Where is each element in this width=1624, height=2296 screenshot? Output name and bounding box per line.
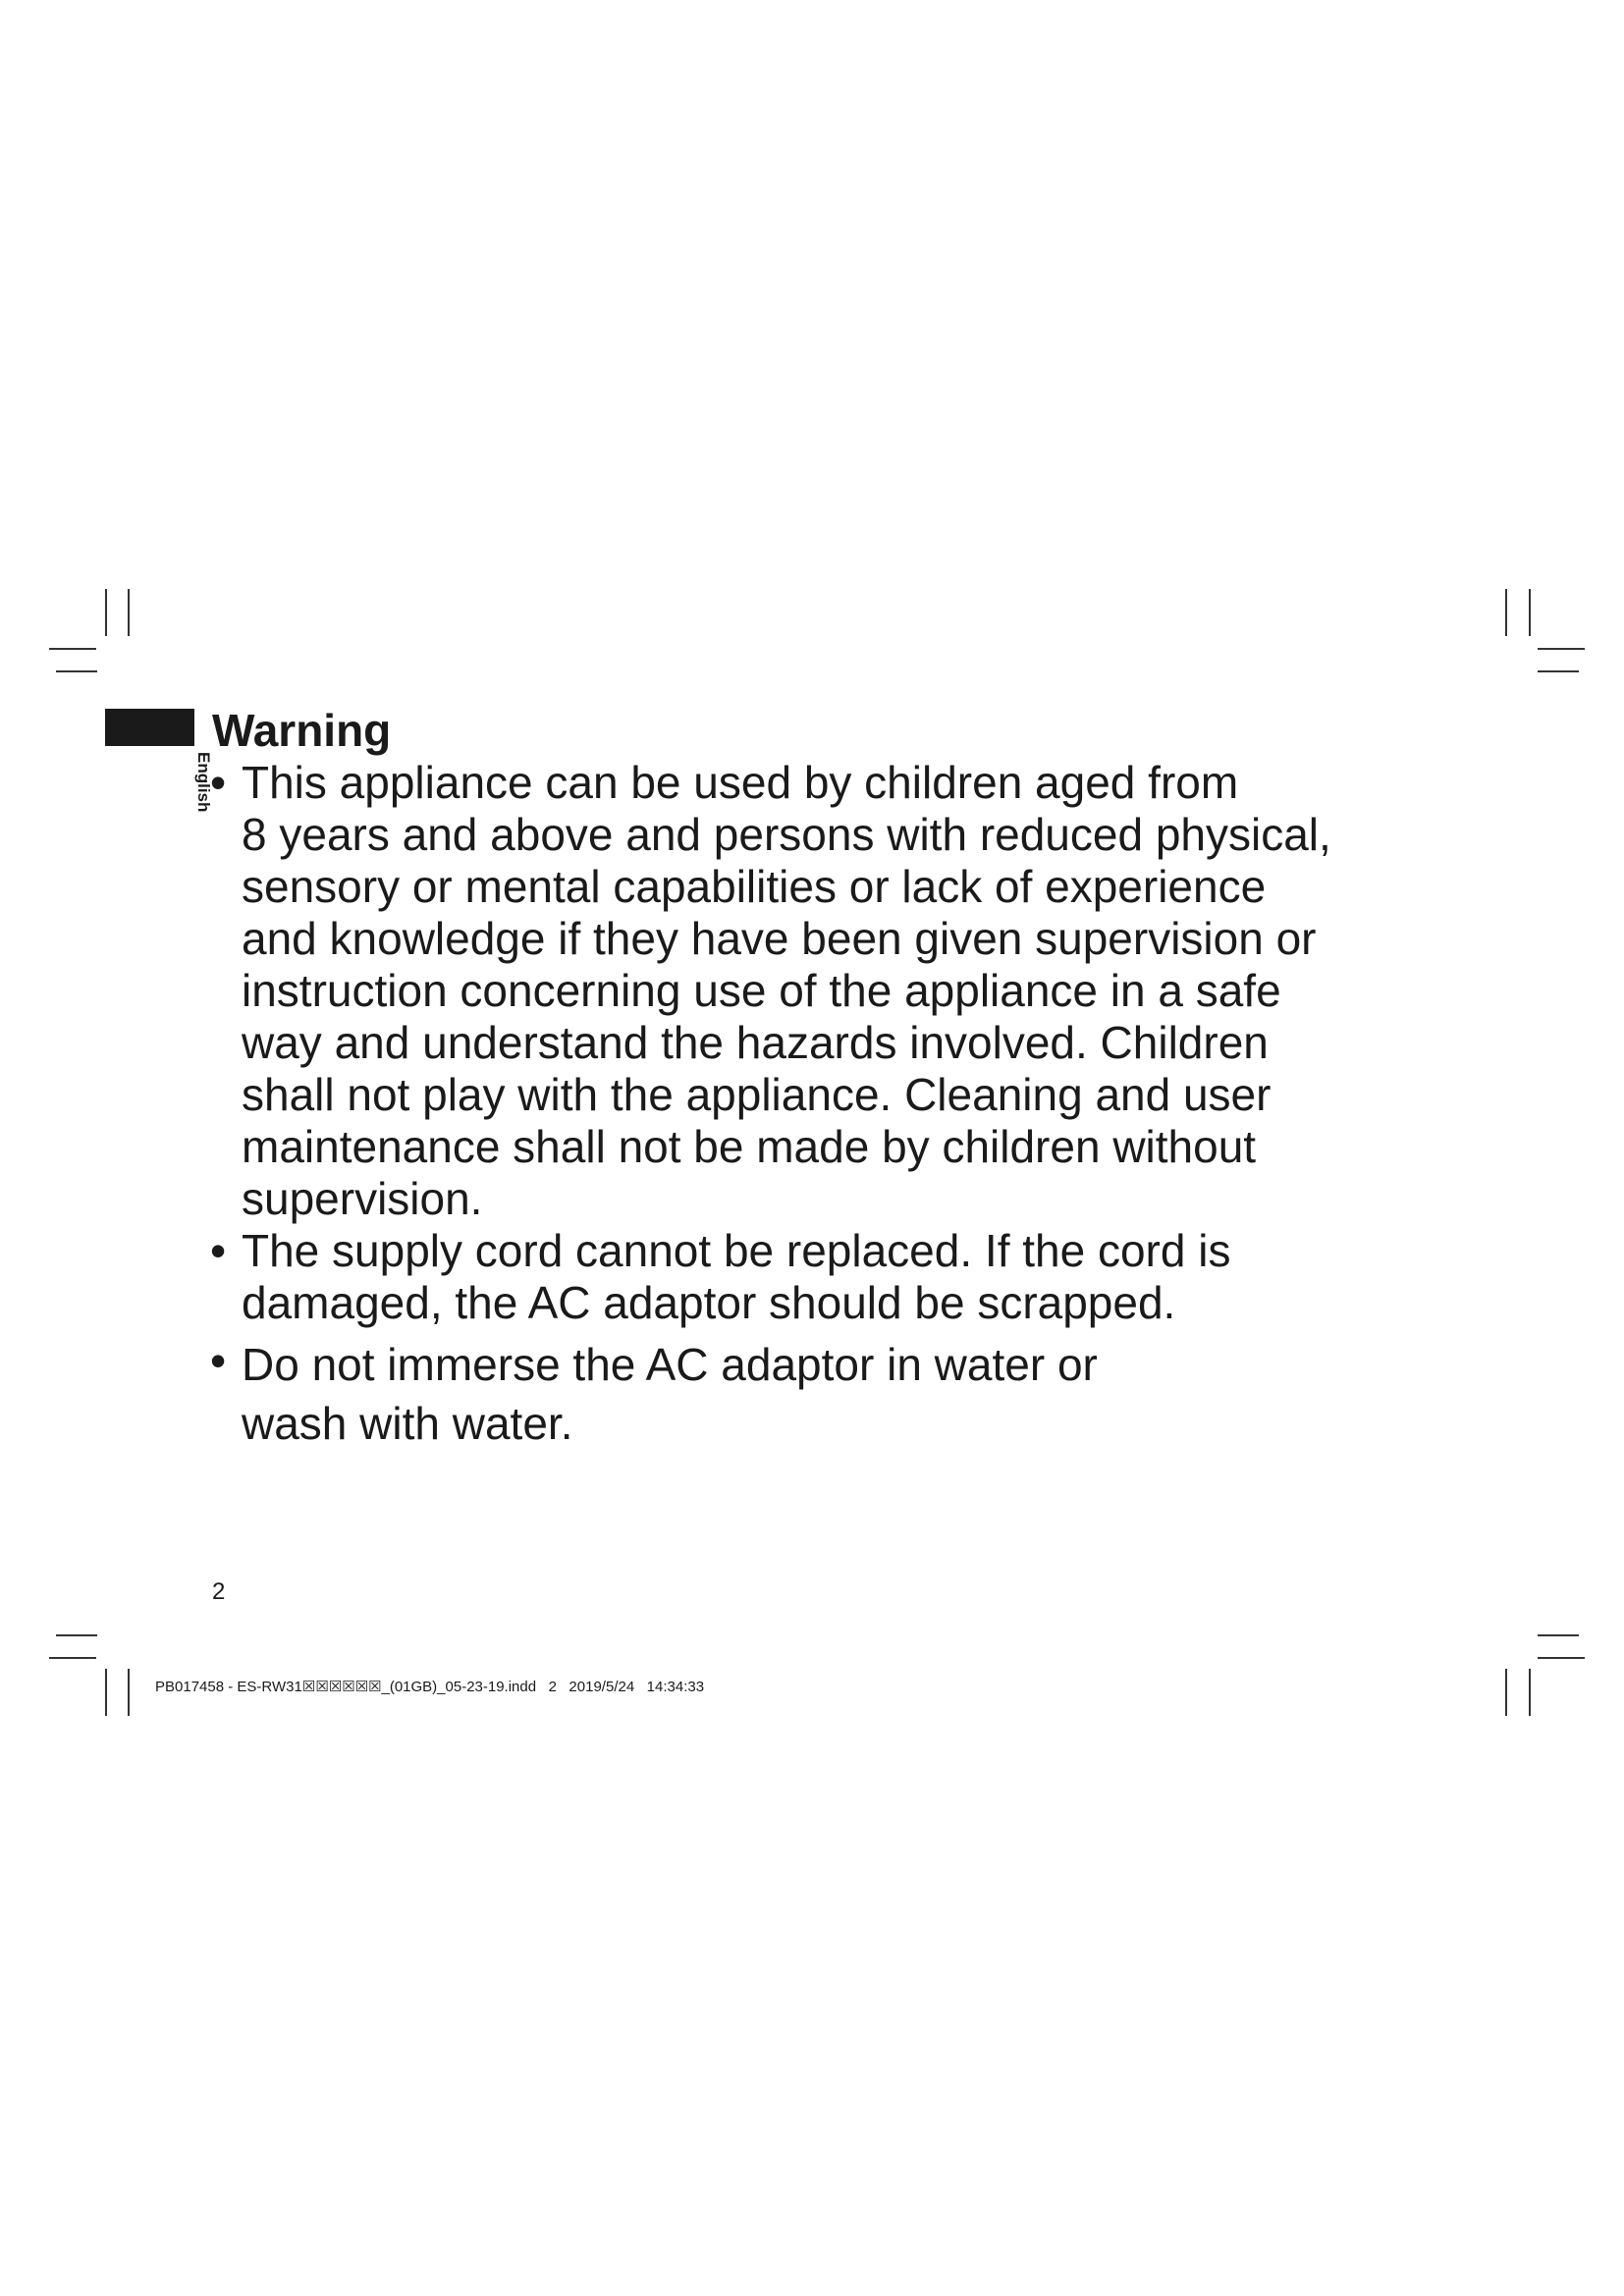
- crop-mark-bottom-right-v2: [1529, 1669, 1531, 1716]
- print-slug: PB017458 - ES-RW31☒☒☒☒☒☒_(01GB)_05-23-19.indd 2 2019/5/24 14:34:33: [155, 1679, 705, 1695]
- crop-mark-top-left-v2: [128, 589, 130, 636]
- bullet-text: The supply cord cannot be replaced. If the cord is damaged, the AC adaptor should be scrapped.: [242, 1225, 1231, 1328]
- warning-bullet-children: [210, 757, 1428, 1225]
- crop-mark-top-left-h2: [56, 670, 97, 672]
- crop-mark-bottom-left-v2: [128, 1669, 130, 1716]
- crop-mark-bottom-left-h2: [49, 1657, 96, 1659]
- bullet-dot: •: [210, 1225, 227, 1276]
- crop-mark-top-right-v1: [1505, 589, 1507, 636]
- crop-mark-bottom-right-h1: [1538, 1634, 1579, 1636]
- crop-mark-top-left-v1: [105, 589, 107, 636]
- crop-mark-top-right-h2: [1538, 670, 1579, 672]
- crop-mark-bottom-left-v1: [105, 1669, 107, 1716]
- language-label: English: [194, 752, 213, 813]
- language-tab-block: [105, 709, 194, 746]
- warning-bullet-supply-cord: [210, 1225, 1428, 1329]
- bullet-dot: •: [210, 1335, 227, 1386]
- crop-mark-bottom-right-v1: [1505, 1669, 1507, 1716]
- warning-title: Warning: [212, 705, 392, 756]
- crop-mark-top-right-v2: [1529, 589, 1531, 636]
- crop-mark-bottom-right-h2: [1538, 1657, 1585, 1659]
- crop-mark-bottom-left-h1: [56, 1634, 97, 1636]
- crop-mark-top-right-h1: [1538, 648, 1585, 650]
- page-number: 2: [212, 1578, 226, 1605]
- warning-bullet-immerse: [210, 1335, 1428, 1453]
- warning-list: [210, 757, 1428, 1453]
- bullet-text: Do not immerse the AC adaptor in water or wash with water.: [242, 1339, 1098, 1449]
- bullet-text: This appliance can be used by children aged from 8 years and above and persons with reduced physical, sensory or mental capabilities or lack of experience and knowledge if they have been given supervision or instruction concerning use of the appliance in a safe way and understand the hazards involved. Children shall not play with the appliance. Cleaning and user maintenance shall not be made by children without supervision.: [242, 757, 1331, 1224]
- crop-mark-top-left-h1: [49, 648, 96, 650]
- bullet-dot: •: [210, 757, 227, 808]
